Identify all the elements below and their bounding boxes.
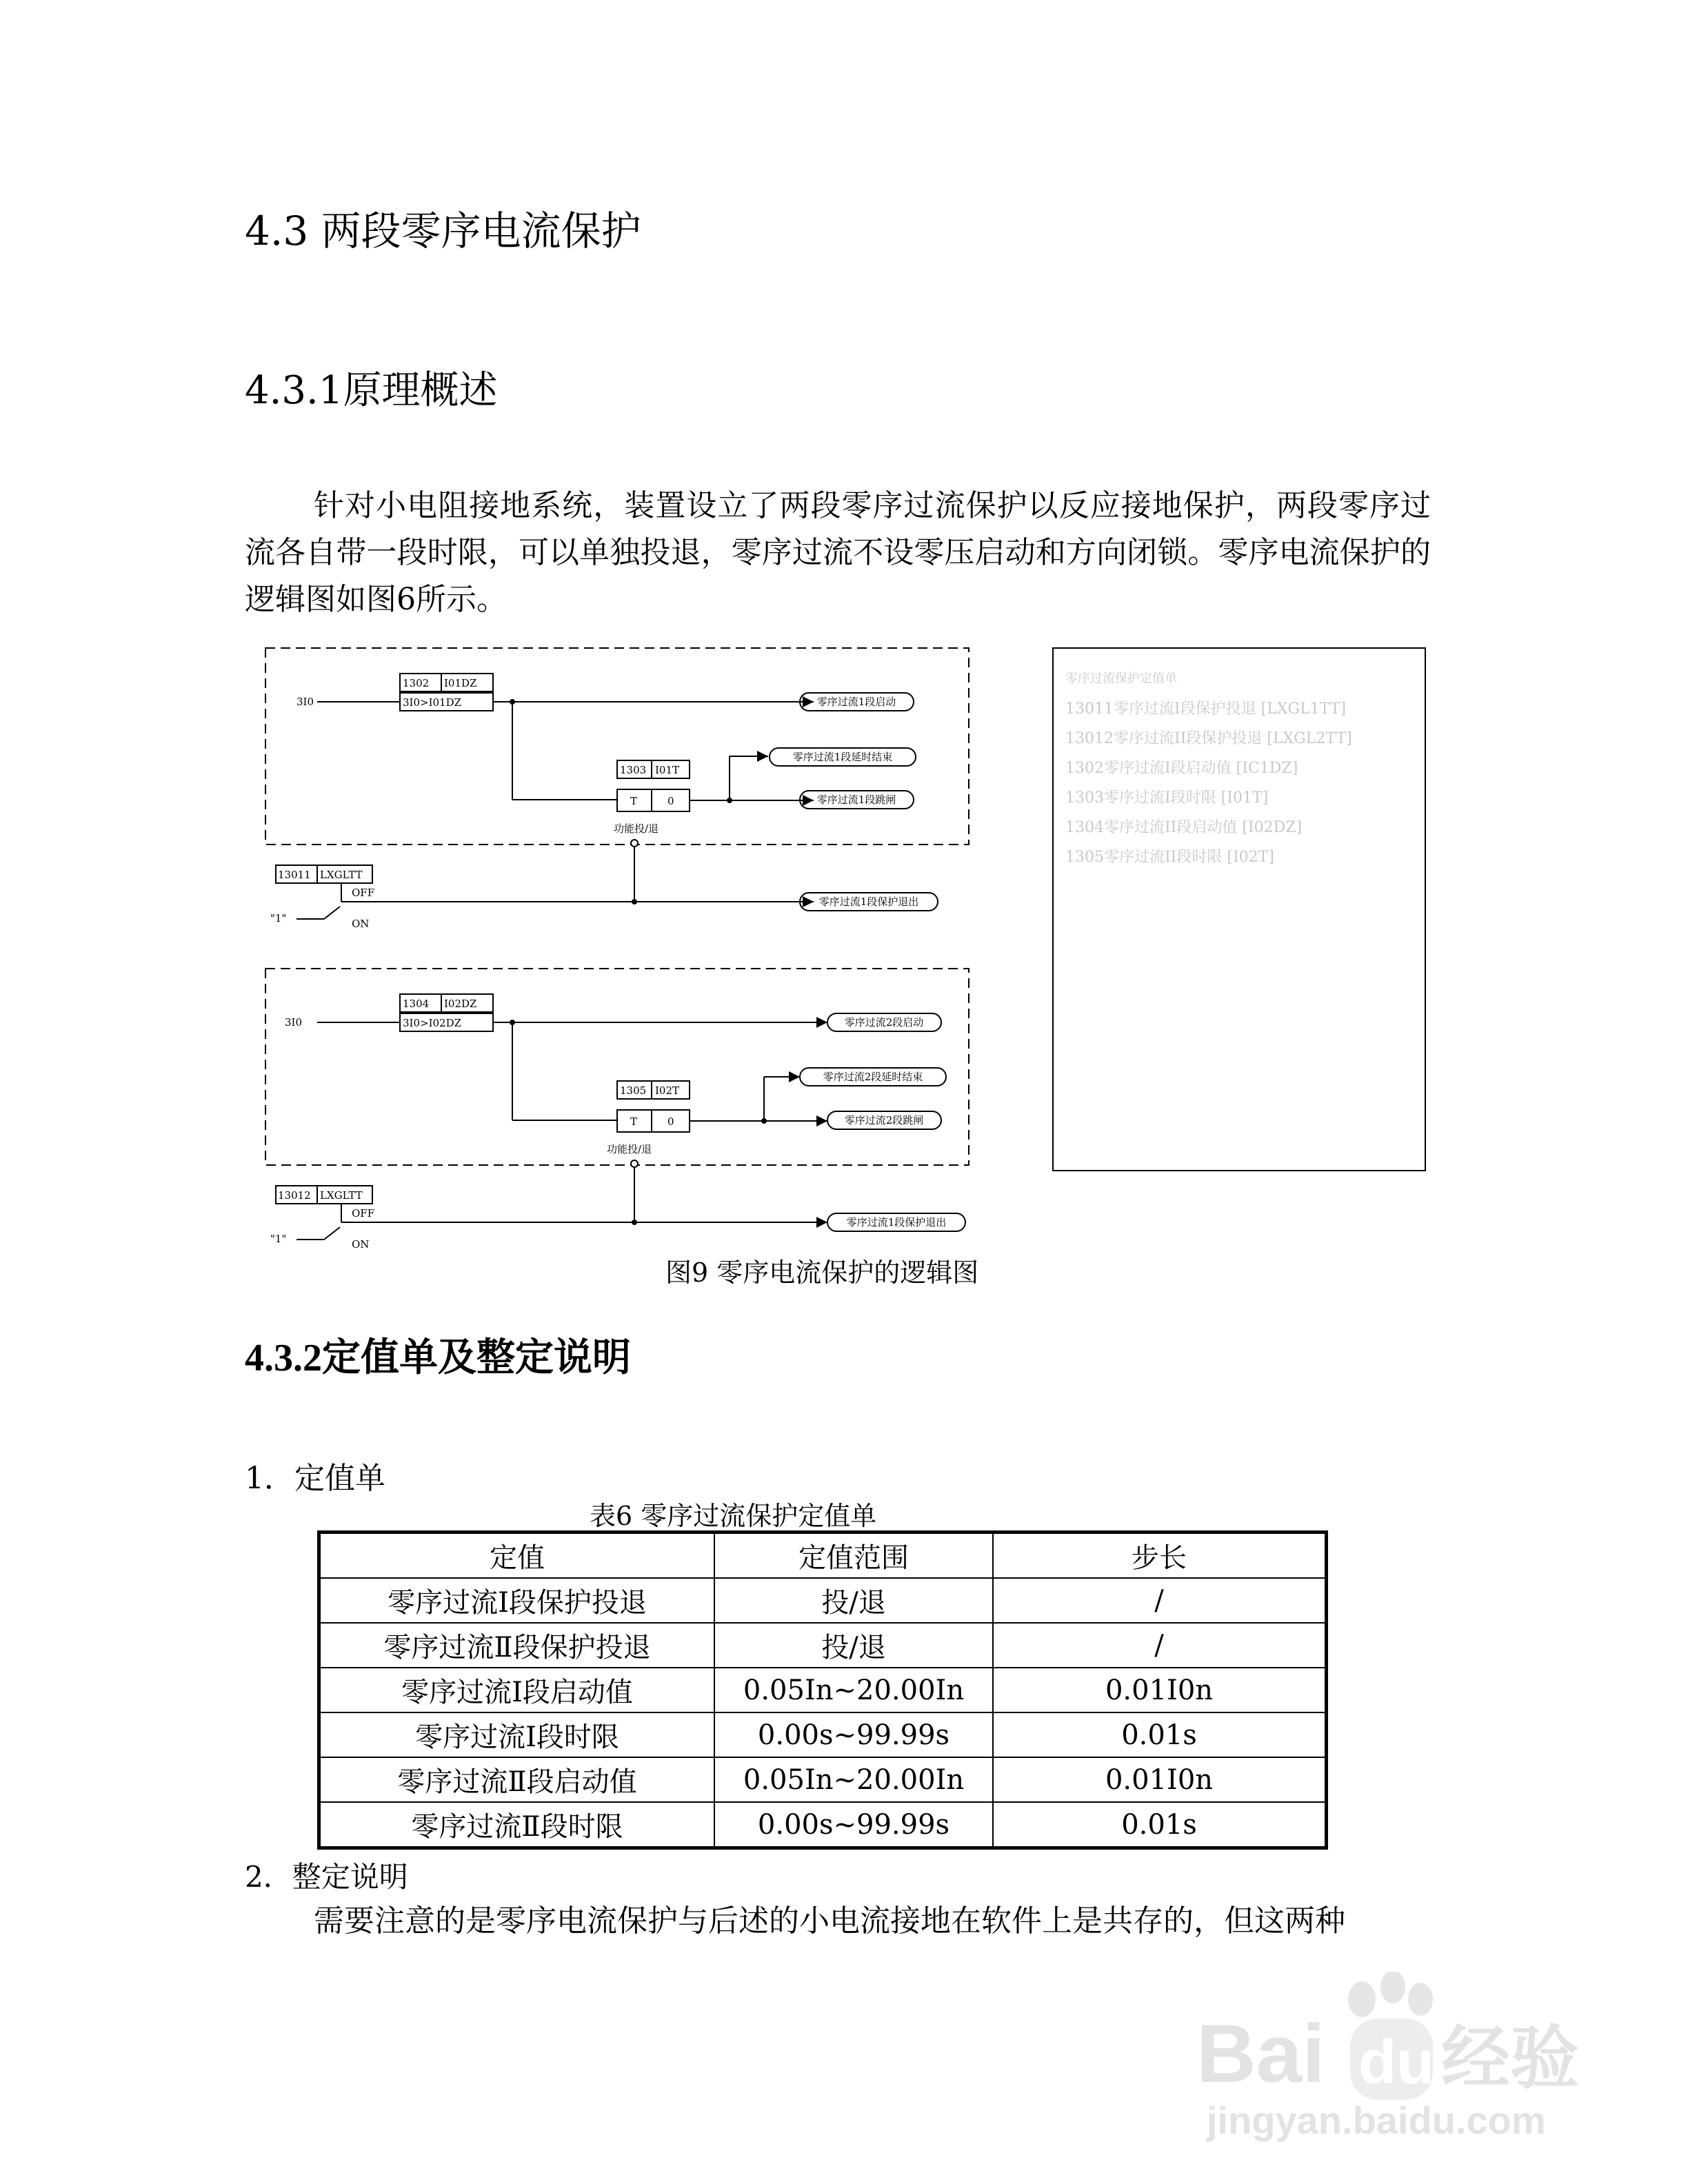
bottom-out-trip: 零序过流2段跳闸 bbox=[844, 1114, 924, 1126]
bottom-timer-t: T bbox=[630, 1115, 638, 1128]
top-input: 3I0 bbox=[296, 696, 314, 708]
top-out-exit: 零序过流1段保护退出 bbox=[818, 896, 919, 908]
bottom-switch-name: LXGLTT bbox=[320, 1189, 363, 1202]
settings-box-line-1: 13011零序过流I段保护投退 [LXGL1TT] bbox=[1065, 700, 1347, 718]
top-timer-code: 1303 bbox=[620, 764, 647, 776]
settings-box-line-3: 1302零序过流I段启动值 [IC1DZ] bbox=[1065, 760, 1298, 777]
top-on: ON bbox=[352, 918, 370, 930]
top-setting-name: I01DZ bbox=[444, 677, 477, 689]
table-cell: 零序过流Ⅰ段启动值 bbox=[319, 1668, 715, 1712]
section-heading: 4.3 两段零序电流保护 bbox=[245, 208, 641, 254]
figure-caption: 图9 零序电流保护的逻辑图 bbox=[665, 1257, 979, 1288]
top-timer-name: I01T bbox=[655, 764, 680, 776]
top-func: 功能投/退 bbox=[614, 822, 659, 835]
item1-label: 1．定值单 bbox=[245, 1461, 385, 1496]
top-out-start: 零序过流1段启动 bbox=[816, 696, 896, 708]
watermark-url: jingyan.baidu.com bbox=[1207, 2099, 1546, 2142]
bottom-switch-code: 13012 bbox=[278, 1189, 311, 1202]
logic-diagram bbox=[255, 638, 1427, 1258]
col-header-step: 步长 bbox=[993, 1533, 1327, 1579]
paw-logo-icon bbox=[1348, 1972, 1433, 2017]
top-comparator: 3I0>I01DZ bbox=[403, 696, 462, 709]
table-row bbox=[319, 1802, 1327, 1848]
top-timer-0: 0 bbox=[667, 795, 674, 807]
table-cell: 0.05In~20.00In bbox=[714, 1757, 993, 1802]
col-header-range: 定值范围 bbox=[714, 1533, 993, 1579]
top-off: OFF bbox=[352, 887, 375, 899]
bottom-off: OFF bbox=[352, 1207, 375, 1220]
table-cell: 0.00s~99.99s bbox=[714, 1712, 993, 1757]
table-cell: 零序过流Ⅱ段保护投退 bbox=[319, 1623, 715, 1668]
table-cell: 0.01I0n bbox=[993, 1757, 1327, 1802]
bottom-timer-code: 1305 bbox=[620, 1084, 647, 1097]
table-cell: / bbox=[993, 1578, 1327, 1623]
bottom-func: 功能投/退 bbox=[607, 1143, 652, 1155]
bottom-setting-code: 1304 bbox=[403, 998, 430, 1010]
table-cell: 零序过流Ⅰ段保护投退 bbox=[319, 1578, 715, 1623]
watermark-brand: Bai bbox=[1196, 2008, 1325, 2100]
watermark-cn: 经验 bbox=[1441, 2020, 1579, 2097]
setting-note-paragraph: 需要注意的是零序电流保护与后述的小电流接地在软件上是共存的，但这两种 bbox=[314, 1903, 1345, 1939]
table-row bbox=[319, 1668, 1327, 1712]
table-header-row bbox=[319, 1533, 1327, 1579]
table-row bbox=[319, 1623, 1327, 1668]
bottom-out-start: 零序过流2段启动 bbox=[844, 1016, 924, 1029]
col-header-setting: 定值 bbox=[319, 1533, 715, 1579]
table-cell: 0.01s bbox=[993, 1712, 1327, 1757]
top-setting-code: 1302 bbox=[403, 677, 430, 689]
section-subheading: 4.3.1原理概述 bbox=[245, 368, 498, 413]
table-cell: 投/退 bbox=[714, 1578, 993, 1623]
settings-side-box bbox=[1053, 648, 1425, 1171]
table-caption: 表6 零序过流保护定值单 bbox=[590, 1501, 877, 1531]
top-dashed-frame bbox=[265, 648, 969, 845]
top-timer-t: T bbox=[630, 795, 638, 807]
settings-table bbox=[317, 1530, 1328, 1850]
bottom-comparator: 3I0>I02DZ bbox=[403, 1017, 462, 1029]
top-out-delay-end: 零序过流1段延时结束 bbox=[792, 751, 893, 763]
bottom-out-delay-end: 零序过流2段延时结束 bbox=[823, 1071, 923, 1083]
bottom-input: 3I0 bbox=[284, 1016, 302, 1029]
settings-box-line-6: 1305零序过流II段时限 [I02T] bbox=[1065, 849, 1274, 866]
settings-box-line-4: 1303零序过流I段时限 [I01T] bbox=[1065, 789, 1269, 807]
item2-label: 2．整定说明 bbox=[245, 1860, 408, 1894]
table-row bbox=[319, 1578, 1327, 1623]
top-switch-name: LXGLTT bbox=[320, 869, 363, 881]
bottom-one: "1" bbox=[270, 1233, 287, 1245]
table-row bbox=[319, 1712, 1327, 1757]
table-cell: 投/退 bbox=[714, 1623, 993, 1668]
intro-paragraph: 针对小电阻接地系统，装置设立了两段零序过流保护以反应接地保护，两段零序过流各自带一段时限，可以单独投退，零序过流不设零压启动和方向闭锁。零序电流保护的逻辑图如图6所示。 bbox=[245, 488, 1431, 617]
top-out-trip: 零序过流1段跳闸 bbox=[816, 793, 896, 806]
baidu-watermark bbox=[1193, 1972, 1607, 2151]
settings-box-title: 零序过流保护定值单 bbox=[1065, 671, 1177, 686]
bottom-timer-name: I02T bbox=[655, 1084, 680, 1097]
table-cell: 0.05In~20.00In bbox=[714, 1668, 993, 1712]
watermark-brand-du: du bbox=[1358, 2028, 1434, 2097]
bottom-timer-0: 0 bbox=[667, 1115, 674, 1128]
table-cell: / bbox=[993, 1623, 1327, 1668]
bottom-on: ON bbox=[352, 1238, 370, 1251]
top-one: "1" bbox=[270, 912, 287, 924]
table-cell: 0.01s bbox=[993, 1802, 1327, 1848]
table-cell: 零序过流Ⅱ段时限 bbox=[319, 1802, 715, 1848]
table-row bbox=[319, 1757, 1327, 1802]
table-cell: 零序过流Ⅱ段启动值 bbox=[319, 1757, 715, 1802]
table-cell: 0.00s~99.99s bbox=[714, 1802, 993, 1848]
table-cell: 零序过流Ⅰ段时限 bbox=[319, 1712, 715, 1757]
section2-heading: 4.3.2定值单及整定说明 bbox=[245, 1337, 631, 1379]
top-switch-code: 13011 bbox=[278, 869, 311, 881]
table-cell: 0.01I0n bbox=[993, 1668, 1327, 1712]
bottom-out-exit: 零序过流1段保护退出 bbox=[846, 1216, 947, 1228]
bottom-dashed-frame bbox=[265, 969, 969, 1165]
settings-box-line-2: 13012零序过流II段保护投退 [LXGL2TT] bbox=[1065, 730, 1352, 747]
settings-box-line-5: 1304零序过流II段启动值 [I02DZ] bbox=[1065, 819, 1303, 836]
bottom-setting-name: I02DZ bbox=[444, 998, 477, 1010]
